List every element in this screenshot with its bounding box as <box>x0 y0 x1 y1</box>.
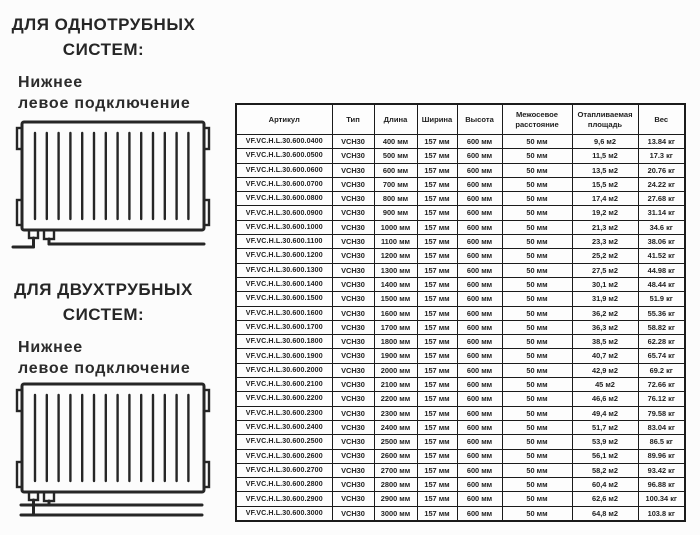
table-cell: VF.VC.H.L.30.600.0800 <box>236 192 332 206</box>
column-header: Межосевое расстояние <box>502 104 572 135</box>
table-cell: VCH30 <box>332 249 374 263</box>
table-cell: 157 мм <box>417 406 457 420</box>
column-header: Длина <box>374 104 417 135</box>
table-cell: 1900 мм <box>374 349 417 363</box>
table-cell: 45 м2 <box>572 378 638 392</box>
table-cell: 157 мм <box>417 263 457 277</box>
column-header: Тип <box>332 104 374 135</box>
table-row <box>236 392 685 406</box>
table-cell: 600 мм <box>457 378 502 392</box>
table-cell: VF.VC.H.L.30.600.2600 <box>236 449 332 463</box>
table-cell: 36,3 м2 <box>572 320 638 334</box>
table-cell: 83.04 кг <box>638 420 685 434</box>
table-cell: 2500 мм <box>374 435 417 449</box>
table-cell: 76.12 кг <box>638 392 685 406</box>
table-cell: 600 мм <box>374 163 417 177</box>
table-row <box>236 406 685 420</box>
table-cell: VCH30 <box>332 349 374 363</box>
table-cell: 157 мм <box>417 235 457 249</box>
table-cell: VF.VC.H.L.30.600.1000 <box>236 220 332 234</box>
table-cell: 600 мм <box>457 406 502 420</box>
table-cell: 19,2 м2 <box>572 206 638 220</box>
column-header: Вес <box>638 104 685 135</box>
subtitle-line: Нижнее <box>18 339 83 356</box>
title-line: ДЛЯ ДВУХТРУБНЫХ <box>14 280 193 299</box>
table-cell: 1000 мм <box>374 220 417 234</box>
table-cell: 400 мм <box>374 135 417 149</box>
table-cell: 2300 мм <box>374 406 417 420</box>
table-cell: 157 мм <box>417 392 457 406</box>
table-cell: VCH30 <box>332 449 374 463</box>
table-cell: 600 мм <box>457 449 502 463</box>
table-cell: 2000 мм <box>374 363 417 377</box>
table-cell: 50 мм <box>502 506 572 521</box>
table-cell: VF.VC.H.L.30.600.0700 <box>236 177 332 191</box>
column-header: Ширина <box>417 104 457 135</box>
table-row <box>236 163 685 177</box>
table-cell: 600 мм <box>457 506 502 521</box>
table-cell: 15,5 м2 <box>572 177 638 191</box>
table-cell: 600 мм <box>457 363 502 377</box>
table-cell: 157 мм <box>417 277 457 291</box>
table-cell: 50 мм <box>502 392 572 406</box>
table-cell: 600 мм <box>457 478 502 492</box>
table-cell: 800 мм <box>374 192 417 206</box>
table-cell: VCH30 <box>332 206 374 220</box>
table-cell: 50 мм <box>502 206 572 220</box>
single-pipe-lines <box>13 238 204 247</box>
table-cell: 157 мм <box>417 135 457 149</box>
table-cell: VF.VC.H.L.30.600.2000 <box>236 363 332 377</box>
table-cell: VF.VC.H.L.30.600.1900 <box>236 349 332 363</box>
table-cell: 157 мм <box>417 478 457 492</box>
table-cell: 27.68 кг <box>638 192 685 206</box>
table-cell: 157 мм <box>417 320 457 334</box>
table-cell: 50 мм <box>502 277 572 291</box>
table-cell: 31,9 м2 <box>572 292 638 306</box>
column-header: Высота <box>457 104 502 135</box>
table-cell: VF.VC.H.L.30.600.1800 <box>236 335 332 349</box>
table-row <box>236 349 685 363</box>
single-pipe-title <box>0 12 207 62</box>
table-cell: 50 мм <box>502 149 572 163</box>
table-cell: 38.06 кг <box>638 235 685 249</box>
table-cell: VCH30 <box>332 406 374 420</box>
table-cell: VCH30 <box>332 263 374 277</box>
two-pipe-lines <box>21 500 202 515</box>
table-cell: VF.VC.H.L.30.600.0500 <box>236 149 332 163</box>
connection-diagrams-sidebar <box>0 0 233 535</box>
table-cell: 36,2 м2 <box>572 306 638 320</box>
table-cell: 58.82 кг <box>638 320 685 334</box>
table-cell: VF.VC.H.L.30.600.2700 <box>236 463 332 477</box>
table-cell: 17,4 м2 <box>572 192 638 206</box>
table-cell: VF.VC.H.L.30.600.2200 <box>236 392 332 406</box>
two-pipe-title <box>0 277 207 327</box>
table-cell: VCH30 <box>332 363 374 377</box>
table-cell: VCH30 <box>332 378 374 392</box>
table-cell: VF.VC.H.L.30.600.1400 <box>236 277 332 291</box>
table-cell: 50 мм <box>502 249 572 263</box>
table-cell: 600 мм <box>457 277 502 291</box>
table-cell: 157 мм <box>417 163 457 177</box>
title-line: ДЛЯ ОДНОТРУБНЫХ <box>11 15 196 34</box>
column-header: Артикул <box>236 104 332 135</box>
table-row <box>236 249 685 263</box>
table-cell: 600 мм <box>457 235 502 249</box>
table-cell: 600 мм <box>457 206 502 220</box>
table-cell: 50 мм <box>502 478 572 492</box>
table-cell: 46,6 м2 <box>572 392 638 406</box>
subtitle-line: левое подключение <box>18 95 191 112</box>
table-cell: 56,1 м2 <box>572 449 638 463</box>
table-cell: 25,2 м2 <box>572 249 638 263</box>
table-cell: 50 мм <box>502 292 572 306</box>
table-cell: 50 мм <box>502 235 572 249</box>
table-cell: 2100 мм <box>374 378 417 392</box>
table-cell: 11,5 м2 <box>572 149 638 163</box>
table-cell: 50 мм <box>502 220 572 234</box>
table-cell: VF.VC.H.L.30.600.0600 <box>236 163 332 177</box>
table-cell: VCH30 <box>332 163 374 177</box>
table-cell: VF.VC.H.L.30.600.2300 <box>236 406 332 420</box>
table-cell: 50 мм <box>502 378 572 392</box>
table-cell: 50 мм <box>502 135 572 149</box>
table-cell: 157 мм <box>417 149 457 163</box>
table-row <box>236 306 685 320</box>
table-cell: 157 мм <box>417 435 457 449</box>
table-row <box>236 463 685 477</box>
single-pipe-subtitle <box>18 72 233 114</box>
table-cell: 157 мм <box>417 492 457 506</box>
table-cell: 62,6 м2 <box>572 492 638 506</box>
table-cell: 157 мм <box>417 363 457 377</box>
table-cell: VF.VC.H.L.30.600.1700 <box>236 320 332 334</box>
table-cell: 50 мм <box>502 306 572 320</box>
table-cell: 50 мм <box>502 363 572 377</box>
title-line: СИСТЕМ: <box>62 305 145 324</box>
table-cell: 53,9 м2 <box>572 435 638 449</box>
table-cell: 600 мм <box>457 349 502 363</box>
table-row <box>236 435 685 449</box>
table-cell: 89.96 кг <box>638 449 685 463</box>
table-cell: 51.9 кг <box>638 292 685 306</box>
table-cell: VCH30 <box>332 506 374 521</box>
table-row <box>236 177 685 191</box>
table-cell: 31.14 кг <box>638 206 685 220</box>
table-cell: 1600 мм <box>374 306 417 320</box>
table-cell: 42,9 м2 <box>572 363 638 377</box>
table-row <box>236 135 685 149</box>
table-cell: VCH30 <box>332 135 374 149</box>
table-cell: 157 мм <box>417 220 457 234</box>
table-cell: VCH30 <box>332 292 374 306</box>
table-cell: 600 мм <box>457 492 502 506</box>
table-cell: 50 мм <box>502 449 572 463</box>
subtitle-line: левое подключение <box>18 360 191 377</box>
table-cell: 62.28 кг <box>638 335 685 349</box>
table-cell: 157 мм <box>417 177 457 191</box>
table-cell: 38,5 м2 <box>572 335 638 349</box>
table-cell: VCH30 <box>332 192 374 206</box>
table-cell: 157 мм <box>417 192 457 206</box>
table-cell: 79.58 кг <box>638 406 685 420</box>
table-cell: 157 мм <box>417 420 457 434</box>
table-cell: 60,4 м2 <box>572 478 638 492</box>
table-cell: 600 мм <box>457 149 502 163</box>
table-cell: 600 мм <box>457 292 502 306</box>
table-cell: 600 мм <box>457 392 502 406</box>
table-cell: 30,1 м2 <box>572 277 638 291</box>
table-cell: 50 мм <box>502 463 572 477</box>
table-cell: 100.34 кг <box>638 492 685 506</box>
table-cell: 3000 мм <box>374 506 417 521</box>
table-row <box>236 277 685 291</box>
spec-table-area <box>235 103 686 522</box>
radiator-single-pipe-diagram <box>8 116 218 254</box>
table-cell: 157 мм <box>417 449 457 463</box>
table-cell: VF.VC.H.L.30.600.2900 <box>236 492 332 506</box>
table-cell: 50 мм <box>502 435 572 449</box>
table-cell: VCH30 <box>332 320 374 334</box>
table-cell: 50 мм <box>502 177 572 191</box>
table-cell: 600 мм <box>457 163 502 177</box>
table-cell: 1400 мм <box>374 277 417 291</box>
table-cell: 600 мм <box>457 320 502 334</box>
table-cell: 96.88 кг <box>638 478 685 492</box>
table-cell: 103.8 кг <box>638 506 685 521</box>
title-line: СИСТЕМ: <box>62 40 145 59</box>
table-cell: 23,3 м2 <box>572 235 638 249</box>
table-cell: VF.VC.H.L.30.600.1100 <box>236 235 332 249</box>
table-cell: 50 мм <box>502 335 572 349</box>
table-cell: 2800 мм <box>374 478 417 492</box>
column-header: Отапливаемая площадь <box>572 104 638 135</box>
table-cell: VF.VC.H.L.30.600.0400 <box>236 135 332 149</box>
table-cell: 157 мм <box>417 249 457 263</box>
table-row <box>236 449 685 463</box>
table-cell: 600 мм <box>457 135 502 149</box>
table-cell: 50 мм <box>502 420 572 434</box>
table-cell: 600 мм <box>457 249 502 263</box>
table-row <box>236 206 685 220</box>
table-cell: 157 мм <box>417 463 457 477</box>
table-cell: 21,3 м2 <box>572 220 638 234</box>
radiator-two-pipe-diagram <box>8 378 218 520</box>
table-cell: 900 мм <box>374 206 417 220</box>
table-cell: 50 мм <box>502 163 572 177</box>
table-cell: VCH30 <box>332 235 374 249</box>
table-cell: 157 мм <box>417 378 457 392</box>
table-cell: VCH30 <box>332 177 374 191</box>
table-row <box>236 420 685 434</box>
table-cell: 2600 мм <box>374 449 417 463</box>
table-row <box>236 192 685 206</box>
table-cell: 1500 мм <box>374 292 417 306</box>
table-cell: 13,5 м2 <box>572 163 638 177</box>
table-cell: 48.44 кг <box>638 277 685 291</box>
subtitle-line: Нижнее <box>18 74 83 91</box>
table-cell: VCH30 <box>332 277 374 291</box>
table-cell: VF.VC.H.L.30.600.2100 <box>236 378 332 392</box>
table-cell: VCH30 <box>332 306 374 320</box>
table-cell: 157 мм <box>417 306 457 320</box>
table-cell: 55.36 кг <box>638 306 685 320</box>
table-cell: 600 мм <box>457 177 502 191</box>
table-cell: VF.VC.H.L.30.600.3000 <box>236 506 332 521</box>
table-cell: 9,6 м2 <box>572 135 638 149</box>
table-row <box>236 320 685 334</box>
table-cell: 50 мм <box>502 263 572 277</box>
table-cell: 2900 мм <box>374 492 417 506</box>
table-cell: 1300 мм <box>374 263 417 277</box>
table-cell: 1100 мм <box>374 235 417 249</box>
table-cell: 600 мм <box>457 435 502 449</box>
table-cell: 700 мм <box>374 177 417 191</box>
table-cell: VF.VC.H.L.30.600.2800 <box>236 478 332 492</box>
table-cell: 93.42 кг <box>638 463 685 477</box>
table-cell: 40,7 м2 <box>572 349 638 363</box>
table-cell: 50 мм <box>502 349 572 363</box>
table-cell: 44.98 кг <box>638 263 685 277</box>
table-cell: VCH30 <box>332 335 374 349</box>
table-row <box>236 363 685 377</box>
table-cell: VF.VC.H.L.30.600.2400 <box>236 420 332 434</box>
table-cell: 2400 мм <box>374 420 417 434</box>
table-cell: 27,5 м2 <box>572 263 638 277</box>
spec-table-body <box>236 135 685 522</box>
table-cell: 2700 мм <box>374 463 417 477</box>
table-row <box>236 378 685 392</box>
table-row <box>236 220 685 234</box>
table-cell: 157 мм <box>417 349 457 363</box>
table-cell: VF.VC.H.L.30.600.1200 <box>236 249 332 263</box>
table-cell: VF.VC.H.L.30.600.1500 <box>236 292 332 306</box>
table-cell: 500 мм <box>374 149 417 163</box>
table-cell: 20.76 кг <box>638 163 685 177</box>
table-cell: 64,8 м2 <box>572 506 638 521</box>
table-cell: 72.66 кг <box>638 378 685 392</box>
table-cell: 86.5 кг <box>638 435 685 449</box>
table-row <box>236 478 685 492</box>
table-row <box>236 292 685 306</box>
single-pipe-section <box>0 12 233 114</box>
table-cell: 50 мм <box>502 406 572 420</box>
table-cell: 17.3 кг <box>638 149 685 163</box>
table-cell: 157 мм <box>417 292 457 306</box>
table-cell: 600 мм <box>457 335 502 349</box>
table-cell: 600 мм <box>457 220 502 234</box>
table-row <box>236 335 685 349</box>
table-row <box>236 263 685 277</box>
table-cell: 34.6 кг <box>638 220 685 234</box>
table-cell: 2200 мм <box>374 392 417 406</box>
two-pipe-subtitle <box>18 337 233 379</box>
table-cell: 13.84 кг <box>638 135 685 149</box>
table-cell: VCH30 <box>332 478 374 492</box>
table-cell: 41.52 кг <box>638 249 685 263</box>
two-pipe-section <box>0 277 233 379</box>
table-row <box>236 506 685 521</box>
radiator-spec-table <box>235 103 686 522</box>
table-cell: 600 мм <box>457 463 502 477</box>
table-cell: 51,7 м2 <box>572 420 638 434</box>
table-row <box>236 235 685 249</box>
table-cell: VCH30 <box>332 463 374 477</box>
table-cell: 1800 мм <box>374 335 417 349</box>
table-cell: 65.74 кг <box>638 349 685 363</box>
table-cell: 600 мм <box>457 192 502 206</box>
table-cell: VCH30 <box>332 392 374 406</box>
table-cell: VF.VC.H.L.30.600.1300 <box>236 263 332 277</box>
table-cell: VCH30 <box>332 435 374 449</box>
table-cell: 69.2 кг <box>638 363 685 377</box>
table-cell: 157 мм <box>417 206 457 220</box>
table-cell: VCH30 <box>332 420 374 434</box>
table-cell: 600 мм <box>457 306 502 320</box>
table-cell: 600 мм <box>457 263 502 277</box>
table-header-row <box>236 104 685 135</box>
table-cell: VF.VC.H.L.30.600.1600 <box>236 306 332 320</box>
table-cell: VCH30 <box>332 149 374 163</box>
table-cell: 50 мм <box>502 492 572 506</box>
table-cell: 49,4 м2 <box>572 406 638 420</box>
table-cell: 1700 мм <box>374 320 417 334</box>
table-cell: VCH30 <box>332 492 374 506</box>
table-cell: 50 мм <box>502 320 572 334</box>
table-cell: 58,2 м2 <box>572 463 638 477</box>
table-cell: VF.VC.H.L.30.600.2500 <box>236 435 332 449</box>
table-cell: 1200 мм <box>374 249 417 263</box>
table-cell: 24.22 кг <box>638 177 685 191</box>
table-cell: 157 мм <box>417 335 457 349</box>
table-cell: VCH30 <box>332 220 374 234</box>
table-cell: VF.VC.H.L.30.600.0900 <box>236 206 332 220</box>
table-cell: 157 мм <box>417 506 457 521</box>
table-cell: 50 мм <box>502 192 572 206</box>
table-row <box>236 492 685 506</box>
table-cell: 600 мм <box>457 420 502 434</box>
table-row <box>236 149 685 163</box>
